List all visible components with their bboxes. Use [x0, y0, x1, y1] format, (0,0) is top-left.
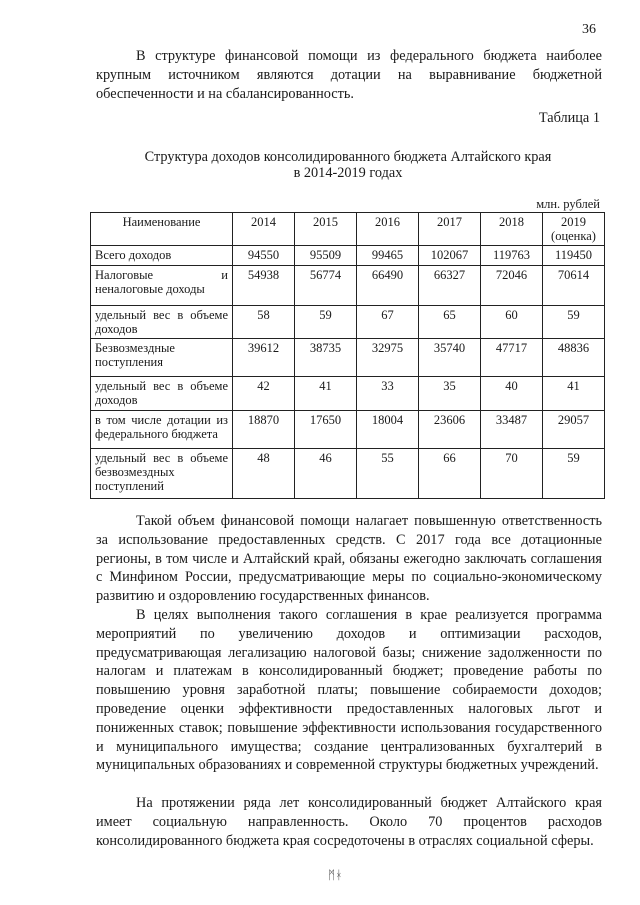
- revenue-structure-table: [90, 212, 605, 499]
- cell: 18870: [233, 411, 295, 449]
- cell: 48: [233, 449, 295, 499]
- cell: 59: [543, 449, 605, 499]
- row-name: Безвозмездные поступления: [91, 339, 233, 377]
- header-2018: 2018: [481, 213, 543, 246]
- cell: 59: [543, 306, 605, 339]
- cell: 55: [357, 449, 419, 499]
- cell: 54938: [233, 266, 295, 306]
- table-row: [91, 246, 605, 266]
- cell: 67: [357, 306, 419, 339]
- cell: 33487: [481, 411, 543, 449]
- table-title-line-2: в 2014-2019 годах: [293, 165, 403, 181]
- table-row: [91, 339, 605, 377]
- body-paragraph-1: Такой объем финансовой помощи налагает повышенную ответственность за использование предоставленных средств. С 2017 года все дотационные регионы, в том числе и Алтайский край, обязаны ежегодно заключать соглашения с Минфином России, предусматривающие меры по социально-экономическому развитию и оздоровлению государственных финансов.: [96, 513, 602, 605]
- cell: 70: [481, 449, 543, 499]
- table-label: Таблица 1: [538, 110, 600, 126]
- header-name: Наименование: [91, 213, 233, 246]
- row-name: удельный вес в объеме доходов: [91, 377, 233, 411]
- row-name: Всего доходов: [91, 246, 233, 266]
- units-label: млн. рублей: [536, 197, 600, 211]
- cell: 60: [481, 306, 543, 339]
- cell: 17650: [295, 411, 357, 449]
- cell: 70614: [543, 266, 605, 306]
- table-row: [91, 411, 605, 449]
- header-2015: 2015: [295, 213, 357, 246]
- cell: 48836: [543, 339, 605, 377]
- cell: 32975: [357, 339, 419, 377]
- cell: 41: [295, 377, 357, 411]
- table-row: [91, 449, 605, 499]
- cell: 56774: [295, 266, 357, 306]
- table-title-line-1: Структура доходов консолидированного бюджета Алтайского края: [144, 149, 552, 165]
- cell: 102067: [419, 246, 481, 266]
- cell: 38735: [295, 339, 357, 377]
- header-2017: 2017: [419, 213, 481, 246]
- table-row: [91, 377, 605, 411]
- table-title: [92, 149, 604, 181]
- cell: 47717: [481, 339, 543, 377]
- cell: 66: [419, 449, 481, 499]
- body-paragraph-3: На протяжении ряда лет консолидированный бюджет Алтайского края имеет социальную направленность. Около 70 процентов расходов консолидированного бюджета края сосредоточены в отраслях социальной сферы.: [96, 795, 602, 849]
- cell: 40: [481, 377, 543, 411]
- row-name: удельный вес в объеме безвозмездных поступлений: [91, 449, 233, 499]
- cell: 66327: [419, 266, 481, 306]
- row-name: Налоговые и неналоговые доходы: [91, 266, 233, 306]
- cell: 72046: [481, 266, 543, 306]
- cell: 35: [419, 377, 481, 411]
- row-name: удельный вес в объеме доходов: [91, 306, 233, 339]
- table-row: [91, 306, 605, 339]
- cell: 65: [419, 306, 481, 339]
- handwritten-mark: ᛗᚼ: [328, 868, 343, 882]
- cell: 23606: [419, 411, 481, 449]
- cell: 42: [233, 377, 295, 411]
- page-number: 36: [582, 22, 596, 37]
- cell: 35740: [419, 339, 481, 377]
- cell: 66490: [357, 266, 419, 306]
- header-2014: 2014: [233, 213, 295, 246]
- cell: 119450: [543, 246, 605, 266]
- row-name: в том числе дотации из федерального бюджета: [91, 411, 233, 449]
- cell: 29057: [543, 411, 605, 449]
- table-header-row: [91, 213, 605, 246]
- cell: 99465: [357, 246, 419, 266]
- cell: 59: [295, 306, 357, 339]
- header-2016: 2016: [357, 213, 419, 246]
- cell: 94550: [233, 246, 295, 266]
- cell: 33: [357, 377, 419, 411]
- cell: 58: [233, 306, 295, 339]
- cell: 119763: [481, 246, 543, 266]
- intro-paragraph: В структуре финансовой помощи из федерального бюджета наиболее крупным источником являются дотации на выравнивание бюджетной обеспеченности и на сбалансированность.: [96, 48, 602, 102]
- cell: 95509: [295, 246, 357, 266]
- cell: 18004: [357, 411, 419, 449]
- cell: 39612: [233, 339, 295, 377]
- cell: 46: [295, 449, 357, 499]
- header-2019: 2019 (оценка): [543, 213, 605, 246]
- table-row: [91, 266, 605, 306]
- body-paragraph-2: В целях выполнения такого соглашения в крае реализуется программа мероприятий по увеличению доходов и оптимизации расходов, предусматривающая легализацию налоговой базы; снижение задолженности по налогам и платежам в консолидированный бюджет; проведение работы по повышению уровня заработной платы; повышение собираемости доходов; проведение оценки эффективности предоставленных налоговых льгот и пониженных ставок; повышение эффективности использования государственного и муниципального имущества; создание централизованных бухгалтерий в муниципальных образованиях и современной структуры бюджетных учреждений.: [96, 607, 602, 774]
- cell: 41: [543, 377, 605, 411]
